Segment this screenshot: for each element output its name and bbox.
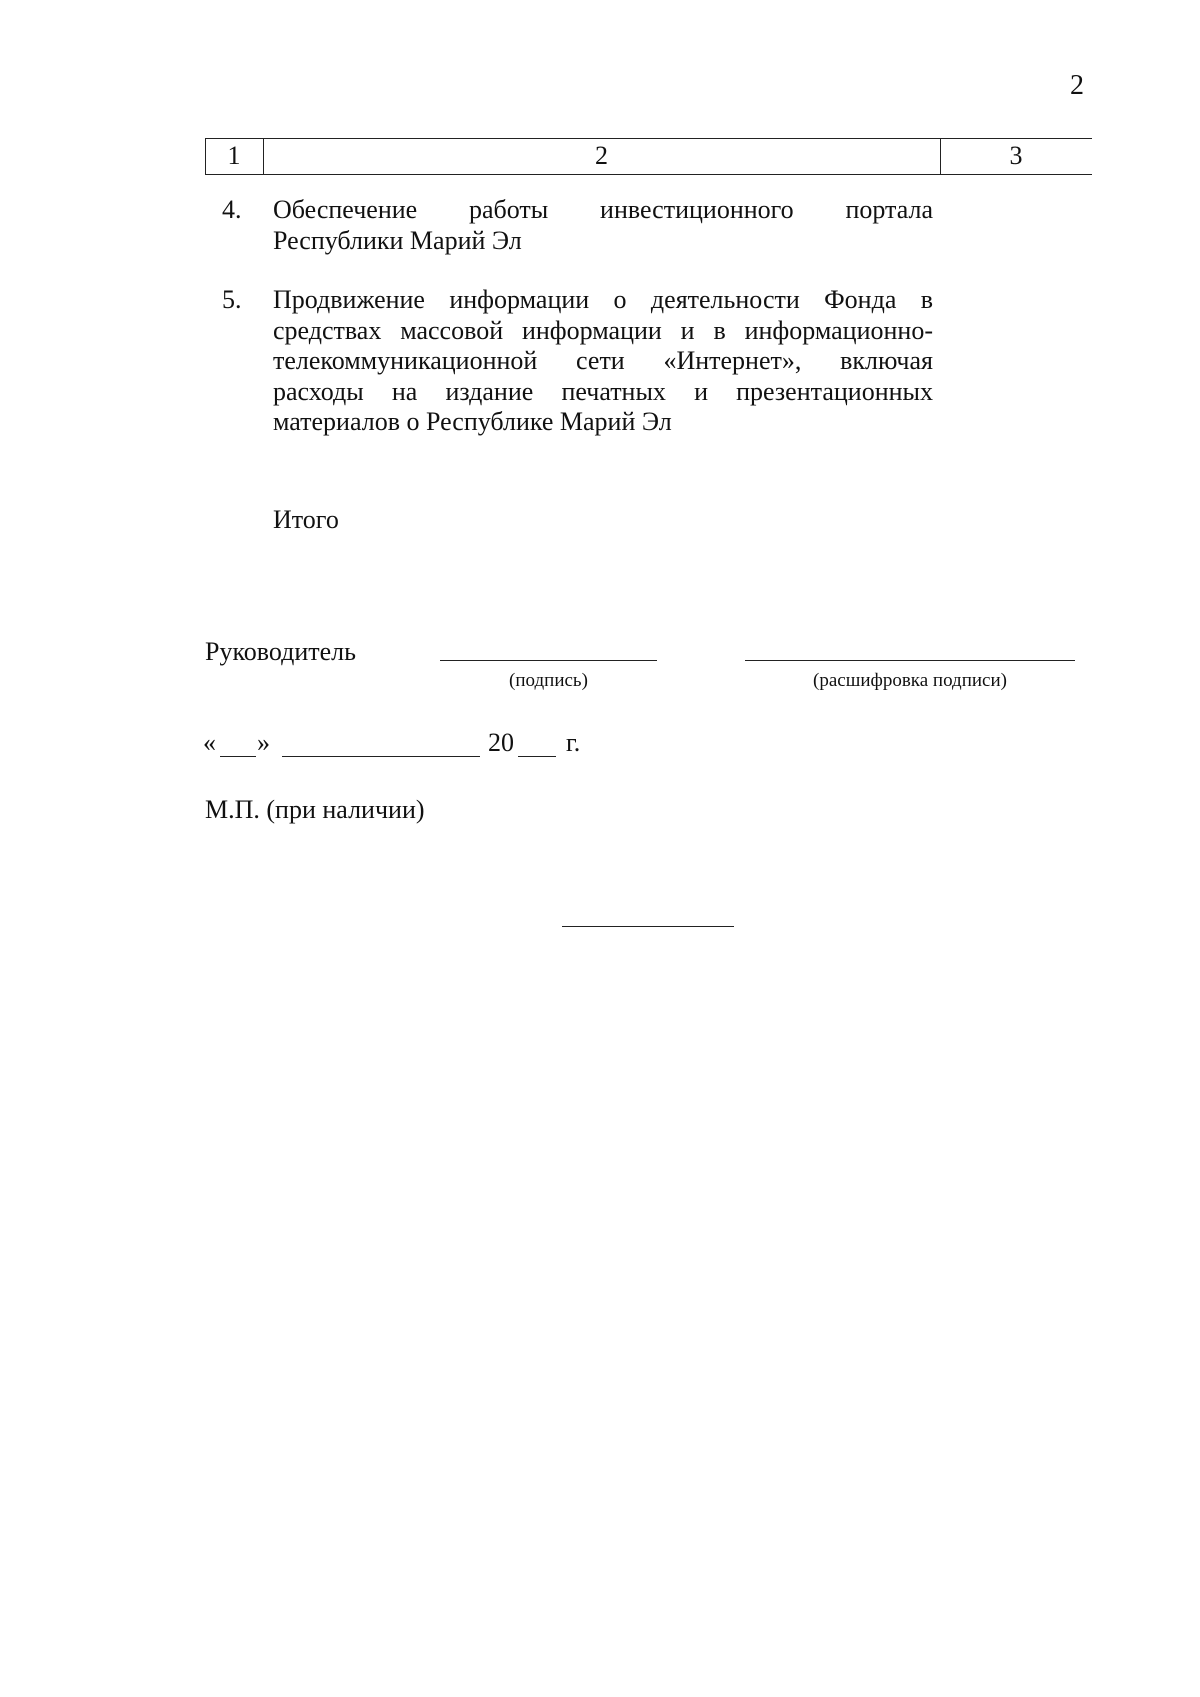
signature-caption: (подпись) — [509, 670, 588, 691]
decode-signature-caption: (расшифровка подписи) — [813, 670, 1007, 691]
end-of-document-line — [562, 926, 734, 927]
stamp-label: М.П. (при наличии) — [205, 795, 425, 824]
table-header-col2: 2 — [595, 141, 608, 170]
item-number: 4. — [222, 195, 242, 224]
table-header-row — [205, 138, 1092, 175]
decode-signature-line — [745, 660, 1075, 661]
item-text: Продвижение информации о деятельности Фонда в средствах массовой информации и в информационно-телекоммуникационной сети «Интернет», включая расходы на издание печатных и презентационных материалов о Республике Марий Эл — [273, 285, 933, 436]
date-month-line — [282, 756, 480, 757]
item-text: Обеспечение работы инвестиционного портала Республики Марий Эл — [273, 195, 933, 255]
page-number: 2 — [1070, 70, 1084, 101]
total-label: Итого — [273, 505, 339, 534]
date-year-suffix: г. — [566, 728, 581, 757]
role-label: Руководитель — [205, 637, 356, 666]
date-open-quote: « — [203, 728, 216, 757]
date-day-line — [220, 756, 256, 757]
date-year-prefix: 20 — [488, 728, 514, 757]
item-number: 5. — [222, 285, 242, 314]
table-header-col3: 3 — [1009, 141, 1023, 170]
date-close-quote: » — [257, 728, 270, 757]
signature-line — [440, 660, 657, 661]
table-header-col1: 1 — [227, 141, 241, 170]
date-year-line — [518, 756, 556, 757]
